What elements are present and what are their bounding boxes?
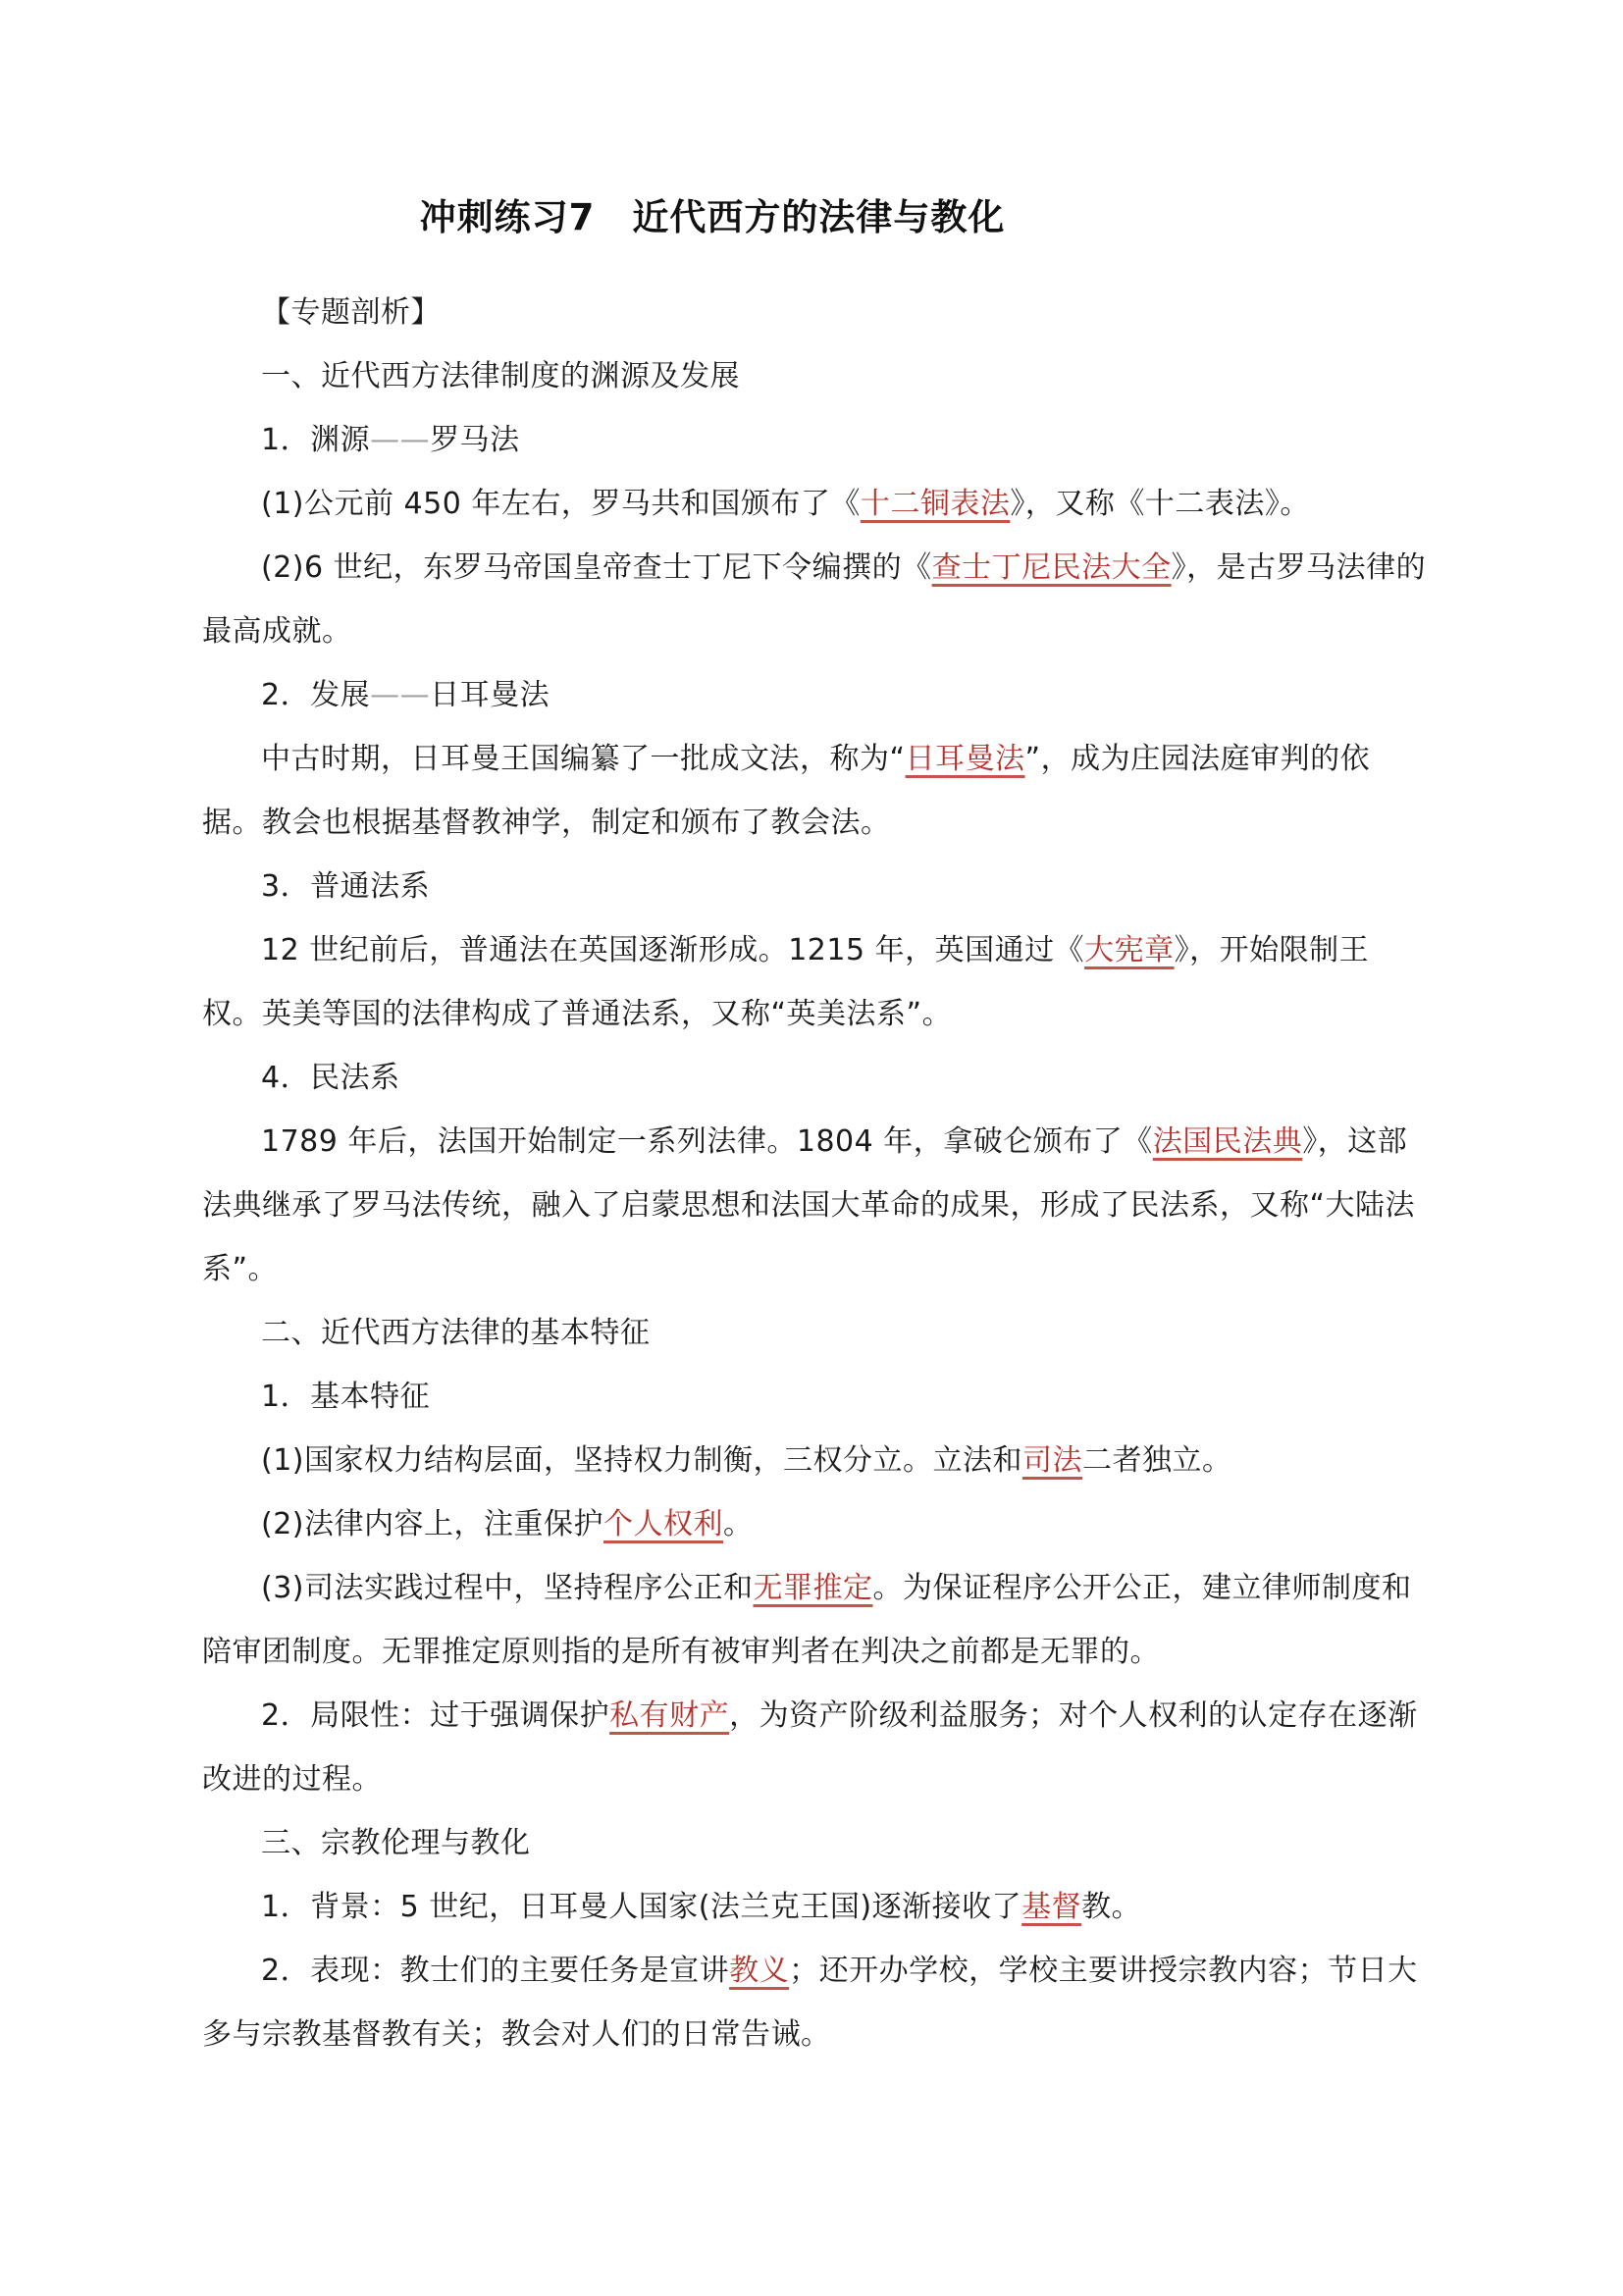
- para-justinian-code: [202, 536, 1429, 663]
- text-run: ；还开办学校，学校主要讲授宗教内容；节日大多与宗教基督教有关；教会对人们的日常告诫。: [202, 1954, 1418, 2052]
- text-run: (2)6 世纪，东罗马帝国皇帝查士丁尼下令编撰的《: [261, 550, 932, 585]
- document-body: [202, 281, 1429, 2066]
- text-run: 一、近代西方法律制度的渊源及发展: [261, 359, 740, 393]
- para-presumption-of-innocence: [202, 1556, 1429, 1684]
- dash-separator: ——: [370, 423, 431, 457]
- text-run: 1．背景：5 世纪，日耳曼人国家(法兰克王国)逐渐接收了: [261, 1890, 1022, 1924]
- page-title: 冲刺练习7 近代西方的法律与教化: [419, 196, 1006, 238]
- text-run: (3)司法实践过程中，坚持程序公正和: [261, 1571, 754, 1605]
- highlighted-term: 基督: [1021, 1890, 1082, 1924]
- para-twelve-tables: [202, 472, 1429, 536]
- point-development-heading: [202, 663, 1429, 727]
- text-run: ”，成为庄园法庭审判的依据。教会也根据基督教神学，制定和颁布了教会法。: [202, 742, 1371, 840]
- point-basic-features-heading: [202, 1365, 1429, 1429]
- highlighted-term: 私有财产: [609, 1698, 730, 1733]
- highlighted-term: 日耳曼法: [905, 742, 1025, 776]
- dash-separator: ——: [370, 678, 431, 712]
- text-run: (1)公元前 450 年左右，罗马共和国颁布了《: [261, 487, 861, 521]
- para-common-law: [202, 918, 1429, 1046]
- para-separation-of-powers: [202, 1429, 1429, 1492]
- text-run: 》，开始限制王权。英美等国的法律构成了普通法系，又称“英美法系”。: [202, 933, 1370, 1031]
- text-run: 1．渊源: [261, 423, 371, 457]
- text-run: 》，又称《十二表法》。: [1010, 487, 1310, 521]
- text-run: 罗马法: [430, 423, 520, 457]
- section-1-heading: [202, 344, 1429, 408]
- text-run: 【专题剖析】: [261, 295, 441, 330]
- para-manifestation: [202, 1939, 1429, 2066]
- highlighted-term: 查士丁尼民法大全: [931, 550, 1172, 585]
- text-run: 二、近代西方法律的基本特征: [261, 1316, 651, 1350]
- text-run: 日耳曼法: [430, 678, 550, 712]
- highlighted-term: 十二铜表法: [860, 487, 1011, 521]
- topic-analysis-label: [202, 281, 1429, 344]
- text-run: 教。: [1081, 1890, 1142, 1924]
- para-individual-rights: [202, 1492, 1429, 1556]
- para-germanic-law: [202, 727, 1429, 855]
- text-run: (2)法律内容上，注重保护: [261, 1507, 603, 1541]
- para-limitations: [202, 1684, 1429, 1811]
- text-run: 二者独立。: [1082, 1443, 1232, 1478]
- text-run: 。为保证程序公开公正，建立律师制度和陪审团制度。无罪推定原则指的是所有被审判者在判决之前都是无罪的。: [202, 1571, 1412, 1669]
- text-run: 1789 年后，法国开始制定一系列法律。1804 年，拿破仑颁布了《: [261, 1124, 1153, 1159]
- highlighted-term: 法国民法典: [1152, 1124, 1303, 1159]
- text-run: 12 世纪前后，普通法在英国逐渐形成。1215 年，英国通过《: [261, 933, 1085, 967]
- text-run: 2．发展: [261, 678, 371, 712]
- para-civil-law: [202, 1110, 1429, 1301]
- para-background: [202, 1875, 1429, 1939]
- section-2-heading: [202, 1301, 1429, 1365]
- text-run: 。: [723, 1507, 754, 1541]
- highlighted-term: 教义: [729, 1954, 790, 1988]
- point-civil-law-heading: [202, 1046, 1429, 1110]
- text-run: 3．普通法系: [261, 869, 431, 904]
- point-origin-heading: [202, 408, 1429, 472]
- section-3-heading: [202, 1811, 1429, 1875]
- text-run: 》，是古罗马法律的最高成就。: [202, 550, 1427, 649]
- highlighted-term: 无罪推定: [753, 1571, 873, 1605]
- text-run: 2．表现：教士们的主要任务是宣讲: [261, 1954, 730, 1988]
- text-run: ，为资产阶级利益服务；对个人权利的认定存在逐渐改进的过程。: [202, 1698, 1418, 1797]
- highlighted-term: 大宪章: [1084, 933, 1175, 967]
- highlighted-term: 司法: [1022, 1443, 1082, 1478]
- text-run: 1．基本特征: [261, 1380, 431, 1414]
- point-common-law-heading: [202, 855, 1429, 918]
- text-run: 三、宗教伦理与教化: [261, 1826, 531, 1860]
- highlighted-term: 个人权利: [603, 1507, 723, 1541]
- text-run: (1)国家权力结构层面，坚持权力制衡，三权分立。立法和: [261, 1443, 1022, 1478]
- text-run: 2．局限性：过于强调保护: [261, 1698, 610, 1733]
- text-run: 》，这部法典继承了罗马法传统，融入了启蒙思想和法国大革命的成果，形成了民法系，又称“大陆法系”。: [202, 1124, 1416, 1286]
- text-run: 4．民法系: [261, 1061, 400, 1095]
- text-run: 中古时期，日耳曼王国编纂了一批成文法，称为“: [261, 742, 906, 776]
